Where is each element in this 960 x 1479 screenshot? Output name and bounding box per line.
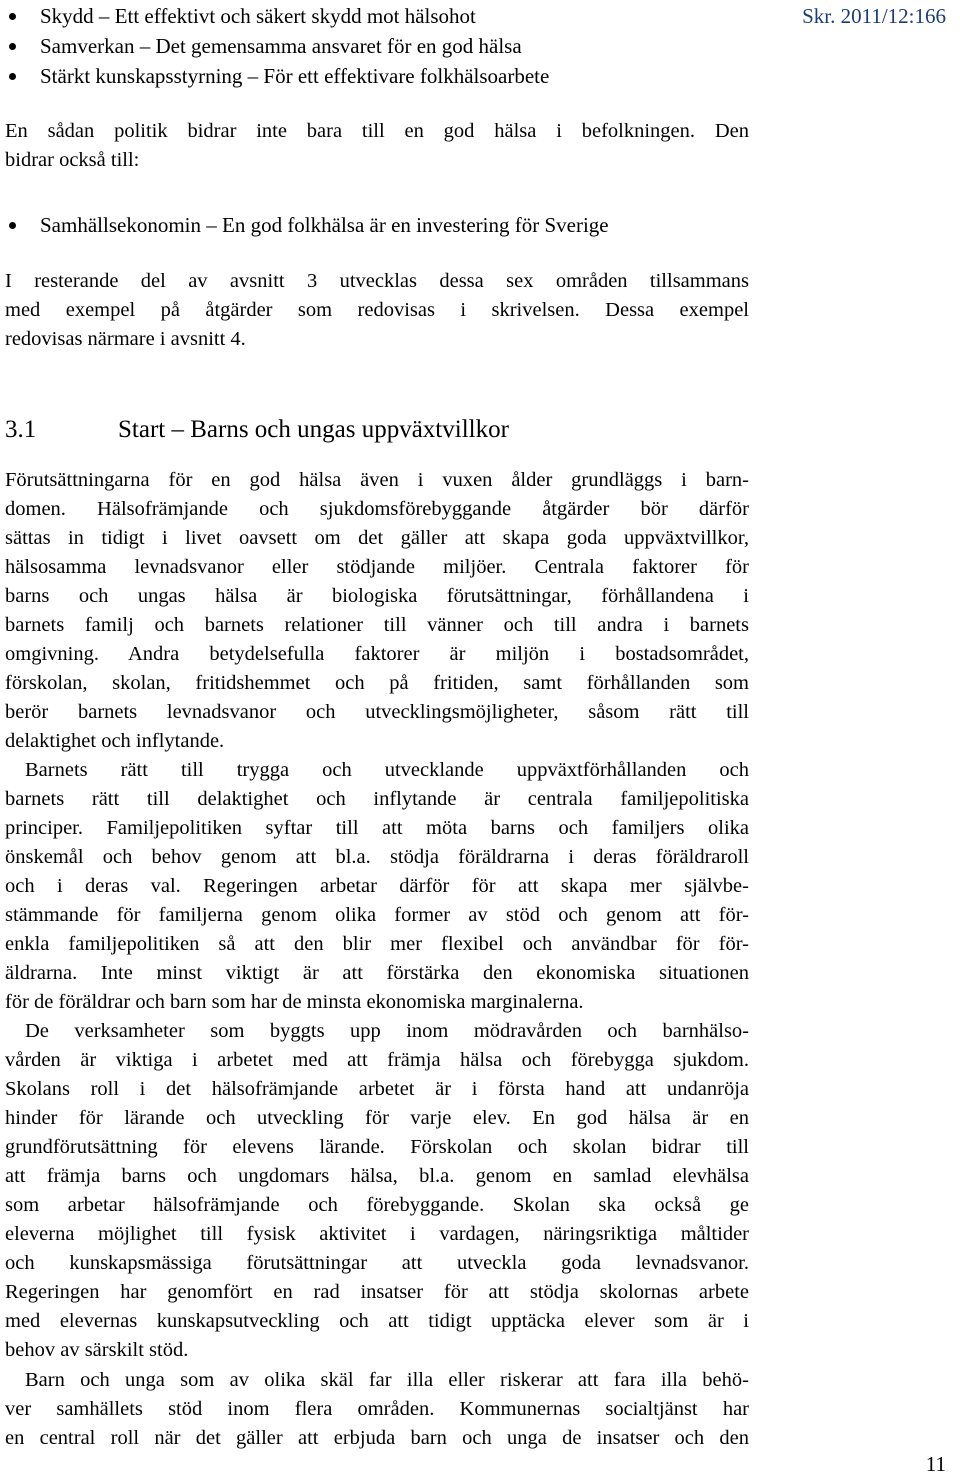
text-line: hinder för lärande och utveckling för varje elev. En god hälsa är en [5,1107,749,1129]
section-number: 3.1 [5,416,37,443]
text-line: Regeringen har genomfört en rad insatser för att stödja skolornas arbete [5,1281,749,1303]
text-line: Skolans roll i det hälsofrämjande arbetet är i första hand att undanröja [5,1078,749,1100]
bullet-icon [9,73,16,80]
text-line: I resterande del av avsnitt 3 utvecklas dessa sex områden tillsammans [5,270,749,292]
list-item-text: Samhällsekonomin – En god folkhälsa är en investering för Sverige [40,213,609,237]
text-line: och kunskapsmässiga förutsättningar att utveckla goda levnadsvanor. [5,1252,749,1274]
text-line: eleverna möjlighet till fysisk aktivitet i vardagen, näringsriktiga måltider [5,1223,749,1245]
text-line: domen. Hälsofrämjande och sjukdomsförebyggande åtgärder bör därför [5,498,749,520]
text-line: Barnets rätt till trygga och utvecklande uppväxtförhållanden och [25,759,749,781]
list-item-text: Skydd – Ett effektivt och säkert skydd mot hälsohot [40,4,476,28]
text-line: delaktighet och inflytande. [5,730,225,752]
summary-paragraph [5,267,749,354]
text-line: som arbetar hälsofrämjande och förebyggande. Skolan ska också ge [5,1194,749,1216]
intro-bullet [40,210,609,240]
text-line: omgivning. Andra betydelsefulla faktorer är miljön i bostadsområdet, [5,643,749,665]
text-line: barnets rätt till delaktighet och inflytande är centrala familjepolitiska [5,788,749,810]
body-paragraph [5,1366,749,1453]
list-item [40,31,680,61]
text-line: sättas in tidigt i livet oavsett om det gäller att skapa goda uppväxtvillkor, [5,527,749,549]
body-paragraph [5,756,749,1017]
text-line: behov av särskilt stöd. [5,1339,189,1361]
text-line: att främja barns och ungdomars hälsa, bl.a. genom en samlad elevhälsa [5,1165,749,1187]
document-reference: Skr. 2011/12:166 [802,4,946,28]
section-title: Start – Barns och ungas uppväxtvillkor [118,416,509,443]
text-line: ver samhällets stöd inom flera områden. Kommunernas socialtjänst har [5,1398,749,1420]
text-line: bidrar också till: [5,149,140,171]
list-item [40,1,680,31]
page-number: 11 [925,1452,946,1476]
bullet-icon [9,222,16,229]
text-line: vården är viktiga i arbetet med att främja hälsa och förebygga sjukdom. [5,1049,749,1071]
text-line: enkla familjepolitiken så att den blir mer flexibel och användbar för för- [5,933,749,955]
header-bullet-list [40,1,680,91]
text-line: en central roll när det gäller att erbjuda barn och unga de insatser och den [5,1427,749,1449]
text-line: förskolan, skolan, fritidshemmet och på fritiden, samt förhållanden som [5,672,749,694]
text-line: stämmande för familjerna genom olika former av stöd och genom att för- [5,904,749,926]
bullet-icon [9,13,16,20]
text-line: önskemål och behov genom att bl.a. stödja föräldrarna i deras föräldraroll [5,846,749,868]
text-line: berör barnets levnadsvanor och utvecklingsmöjligheter, såsom rätt till [5,701,749,723]
text-line: hälsosamma levnadsvanor eller stödjande miljöer. Centrala faktorer för [5,556,749,578]
text-line: Barn och unga som av olika skäl far illa eller riskerar att fara illa behö- [25,1369,749,1391]
list-item [40,61,680,91]
text-line: för de föräldrar och barn som har de minsta ekonomiska marginalerna. [5,991,584,1013]
text-line: och i deras val. Regeringen arbetar därför för att skapa mer självbe- [5,875,749,897]
text-line: äldrarna. Inte minst viktigt är att förstärka den ekonomiska situationen [5,962,749,984]
text-line: De verksamheter som byggts upp inom mödravården och barnhälso- [25,1020,749,1042]
text-line: barnets familj och barnets relationer till vänner och till andra i barnets [5,614,749,636]
section-heading [5,413,509,447]
text-line: Förutsättningarna för en god hälsa även i vuxen ålder grundläggs i barn- [5,469,749,491]
body-paragraph [5,1017,749,1365]
text-line: grundförutsättning för elevens lärande. Förskolan och skolan bidrar till [5,1136,749,1158]
list-item-text: Stärkt kunskapsstyrning – För ett effektivare folkhälsoarbete [40,64,550,88]
text-line: med elevernas kunskapsutveckling och att tidigt upptäcka elever som är i [5,1310,749,1332]
body-paragraph [5,466,749,756]
intro-paragraph [5,117,749,175]
bullet-icon [9,43,16,50]
list-item-text: Samverkan – Det gemensamma ansvaret för en god hälsa [40,34,522,58]
text-line: redovisas närmare i avsnitt 4. [5,328,246,350]
text-line: En sådan politik bidrar inte bara till en god hälsa i befolkningen. Den [5,120,749,142]
text-line: barns och ungas hälsa är biologiska förutsättningar, förhållandena i [5,585,749,607]
text-line: med exempel på åtgärder som redovisas i skrivelsen. Dessa exempel [5,299,749,321]
text-line: principer. Familjepolitiken syftar till att möta barns och familjers olika [5,817,749,839]
